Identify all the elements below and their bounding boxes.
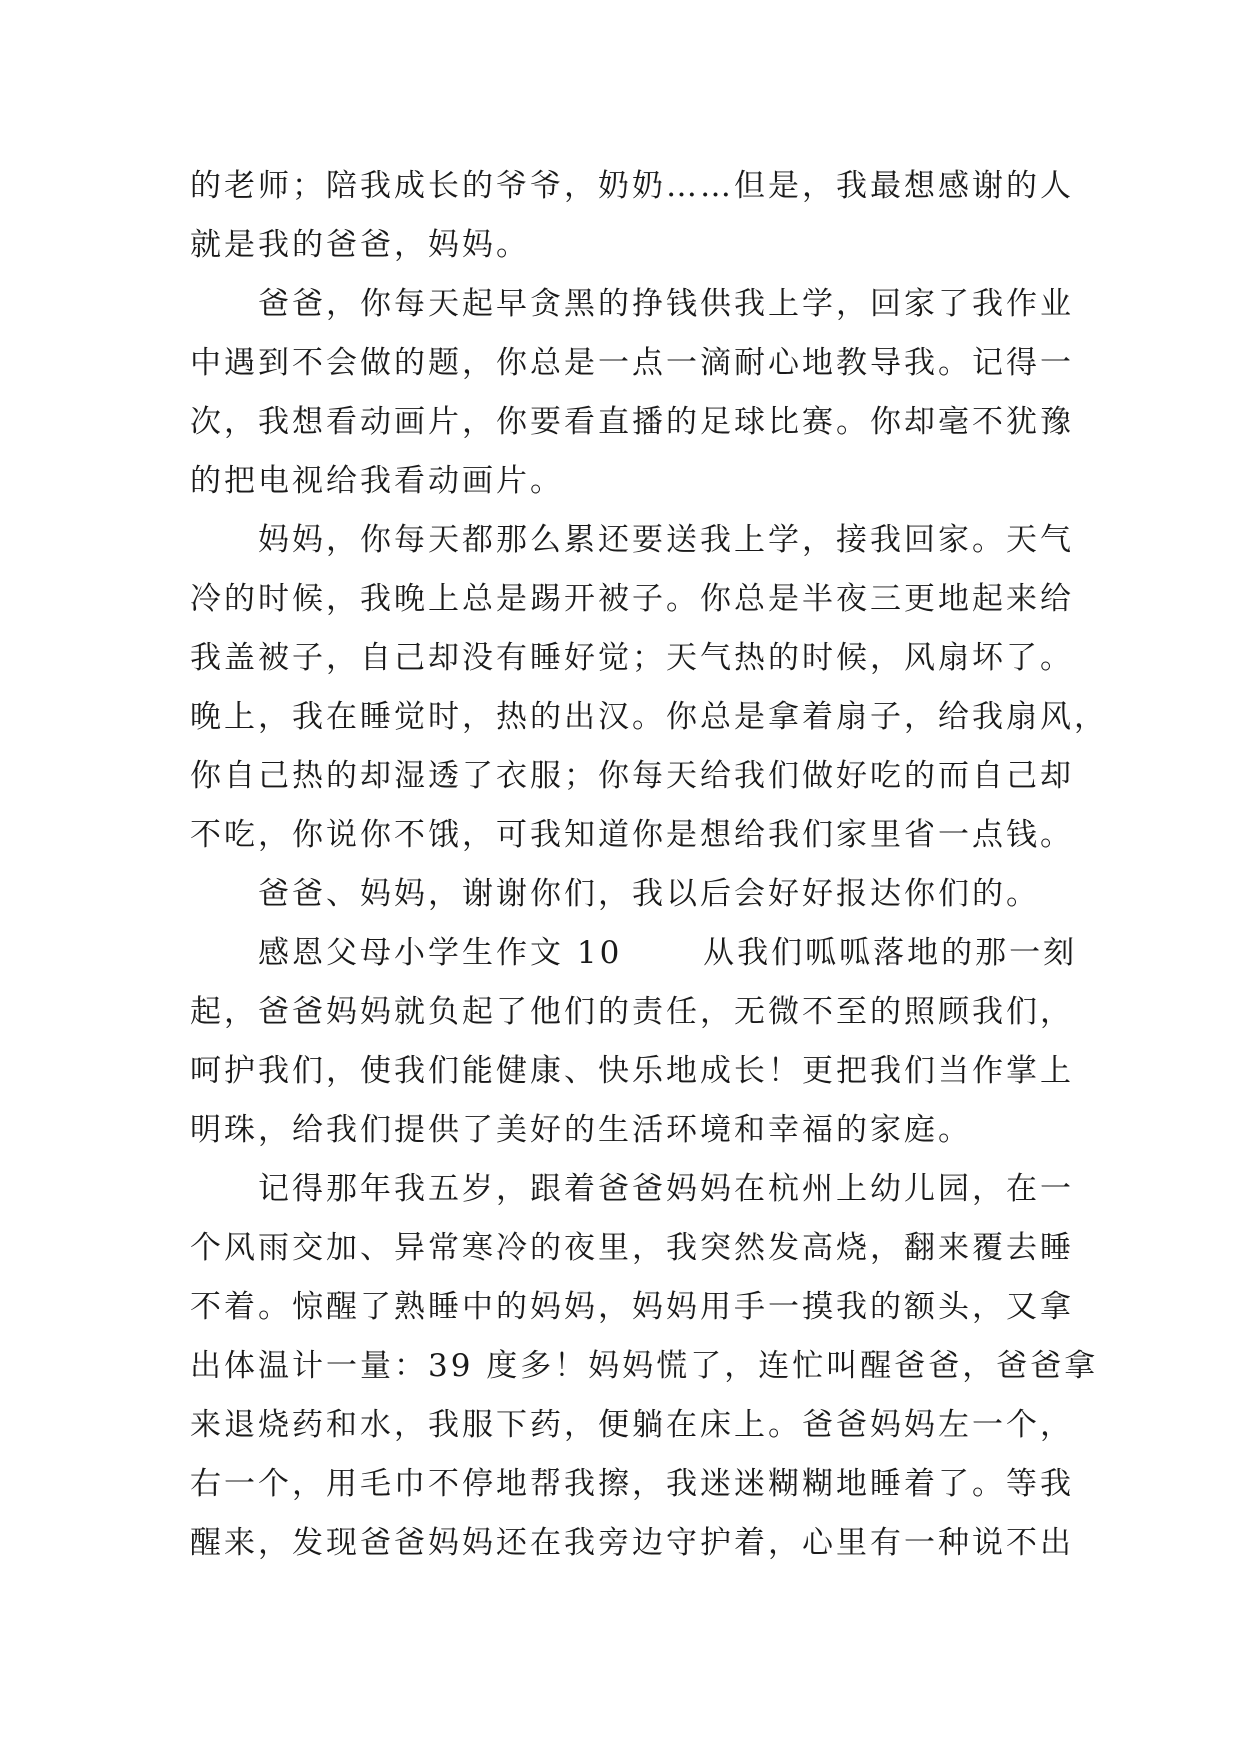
text-line-23: 右一个，用毛巾不停地帮我擦，我迷迷糊糊地睡着了。等我 <box>190 1466 1074 1502</box>
section-heading-line: 感恩父母小学生作文 10 从我们呱呱落地的那一刻 <box>258 935 1078 971</box>
text-line-15: 起，爸爸妈妈就负起了他们的责任，无微不至的照顾我们， <box>190 994 1074 1030</box>
text-line-19: 个风雨交加、异常寒冷的夜里，我突然发高烧，翻来覆去睡 <box>190 1230 1074 1266</box>
text-line-12: 不吃，你说你不饿，可我知道你是想给我们家里省一点钱。 <box>190 817 1074 853</box>
text-line-2: 就是我的爸爸，妈妈。 <box>190 227 530 263</box>
text-line-24: 醒来，发现爸爸妈妈还在我旁边守护着，心里有一种说不出 <box>190 1525 1074 1561</box>
text-line-22: 来退烧药和水，我服下药，便躺在床上。爸爸妈妈左一个， <box>190 1407 1074 1443</box>
text-line-16: 呵护我们，使我们能健康、快乐地成长！更把我们当作掌上 <box>190 1053 1074 1089</box>
text-line-17: 明珠，给我们提供了美好的生活环境和幸福的家庭。 <box>190 1112 972 1148</box>
text-line-13: 爸爸、妈妈，谢谢你们，我以后会好好报达你们的。 <box>258 876 1040 912</box>
text-line-3: 爸爸，你每天起早贪黑的挣钱供我上学，回家了我作业 <box>258 286 1074 322</box>
text-line-20: 不着。惊醒了熟睡中的妈妈，妈妈用手一摸我的额头，又拿 <box>190 1289 1074 1325</box>
text-line-11: 你自己热的却湿透了衣服；你每天给我们做好吃的而自己却 <box>190 758 1074 794</box>
text-line-1: 的老师；陪我成长的爷爷，奶奶……但是，我最想感谢的人 <box>190 168 1074 204</box>
text-line-9: 我盖被子，自己却没有睡好觉；天气热的时候，风扇坏了。 <box>190 640 1074 676</box>
text-line-7: 妈妈，你每天都那么累还要送我上学，接我回家。天气 <box>258 522 1074 558</box>
essay-body <box>190 157 1108 1573</box>
text-line-5: 次，我想看动画片，你要看直播的足球比赛。你却毫不犹豫 <box>190 404 1074 440</box>
text-line-6: 的把电视给我看动画片。 <box>190 463 564 499</box>
text-line-10: 晚上，我在睡觉时，热的出汉。你总是拿着扇子，给我扇风， <box>190 699 1108 735</box>
text-line-4: 中遇到不会做的题，你总是一点一滴耐心地教导我。记得一 <box>190 345 1074 381</box>
text-line-21: 出体温计一量：39 度多！妈妈慌了，连忙叫醒爸爸，爸爸拿 <box>190 1348 1099 1384</box>
text-line-18: 记得那年我五岁，跟着爸爸妈妈在杭州上幼儿园，在一 <box>258 1171 1074 1207</box>
text-line-8: 冷的时候，我晚上总是踢开被子。你总是半夜三更地起来给 <box>190 581 1074 617</box>
